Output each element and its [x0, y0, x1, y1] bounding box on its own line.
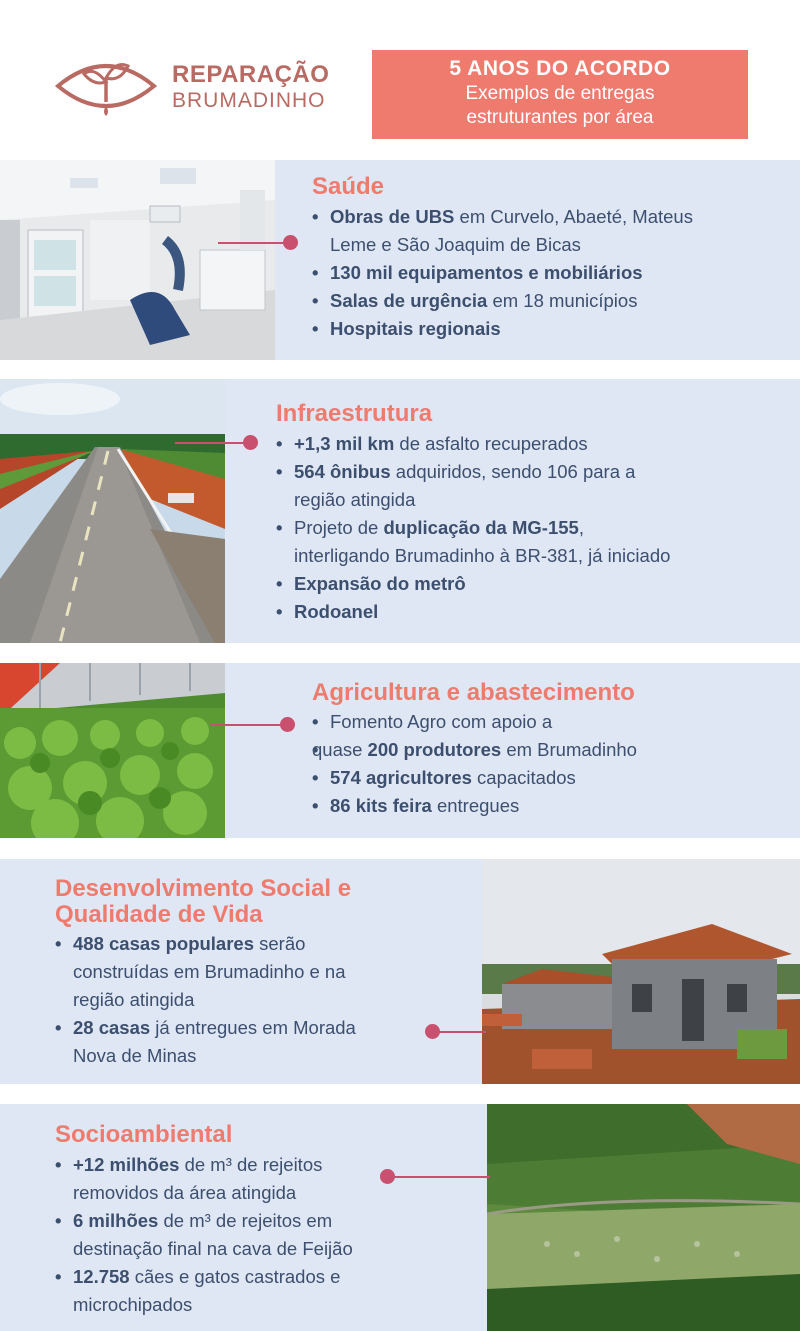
aerial-vegetation-photo	[487, 1104, 800, 1331]
list-item: • 130 mil equipamentos e mobiliários	[312, 259, 782, 287]
list-item: • Expansão do metrô	[276, 570, 786, 598]
list-item: • Hospitais regionais	[312, 315, 782, 343]
banner-title: 5 ANOS DO ACORDO	[449, 57, 671, 80]
section-title-agricultura: Agricultura e abastecimento	[312, 679, 635, 706]
section-title-socioambiental: Socioambiental	[55, 1121, 233, 1148]
list-item: • Rodoanel	[276, 598, 786, 626]
list-item: • +12 milhões de m³ de rejeitos removidos da área atingida	[55, 1151, 465, 1207]
section-saude	[0, 160, 800, 360]
dental-clinic-photo	[0, 160, 275, 360]
list-item: • Salas de urgência em 18 municípios	[312, 287, 782, 315]
header	[0, 0, 800, 160]
list-item: • 86 kits feira entregues	[312, 792, 782, 820]
section-title-saude: Saúde	[312, 173, 385, 200]
brand-logo-icon	[54, 52, 158, 120]
list-item: • Obras de UBS em Curvelo, Abaeté, Mateus Leme e São Joaquim de Bicas	[312, 203, 782, 259]
brand-line-1: REPARAÇÃO	[172, 61, 330, 88]
section-desenvolvimento-social	[0, 859, 800, 1084]
list-item: • 574 agricultores capacitados	[312, 764, 782, 792]
list-item: • +1,3 mil km de asfalto recuperados	[276, 430, 786, 458]
greenhouse-lettuce-photo	[0, 663, 225, 838]
saude-list	[312, 203, 782, 343]
list-item: • Fomento Agro com apoio a	[312, 708, 782, 736]
social-list	[55, 930, 455, 1070]
houses-construction-photo	[482, 859, 800, 1084]
section-infraestrutura	[0, 379, 800, 643]
infra-list	[276, 430, 786, 626]
section-agricultura	[0, 663, 800, 838]
section-title-social: Desenvolvimento Social e Qualidade de Vida	[55, 875, 352, 928]
banner-subtitle-1: Exemplos de entregas	[465, 83, 655, 104]
section-title-infraestrutura: Infraestrutura	[276, 400, 433, 427]
list-item: • 28 casas já entregues em Morada Nova de Minas	[55, 1014, 455, 1070]
road-photo	[0, 379, 225, 643]
connector-dot	[283, 235, 298, 250]
brand-line-2: BRUMADINHO	[172, 89, 326, 112]
brand-wordmark	[172, 62, 329, 114]
connector-line	[218, 242, 286, 244]
list-item: • 564 ônibus adquiridos, sendo 106 para a região atingida	[276, 458, 786, 514]
section-socioambiental	[0, 1104, 800, 1331]
list-item-continuation: • quase 200 produtores em Brumadinho	[312, 736, 782, 764]
list-item: • 12.758 cães e gatos castrados e microchipados	[55, 1263, 465, 1319]
list-item: • Projeto de duplicação da MG-155, interligando Brumadinho à BR-381, já iniciado	[276, 514, 786, 570]
connector-dot	[280, 717, 295, 732]
agri-list	[312, 708, 782, 820]
banner-subtitle-2: estruturantes por área	[466, 107, 654, 128]
connector-line	[175, 442, 248, 444]
list-item: • 488 casas populares serão construídas em Brumadinho e na região atingida	[55, 930, 455, 1014]
connector-line	[210, 724, 285, 726]
connector-dot	[243, 435, 258, 450]
list-item: • 6 milhões de m³ de rejeitos em destinação final na cava de Feijão	[55, 1207, 465, 1263]
headline-banner	[372, 50, 748, 139]
socioambiental-list	[55, 1151, 465, 1319]
